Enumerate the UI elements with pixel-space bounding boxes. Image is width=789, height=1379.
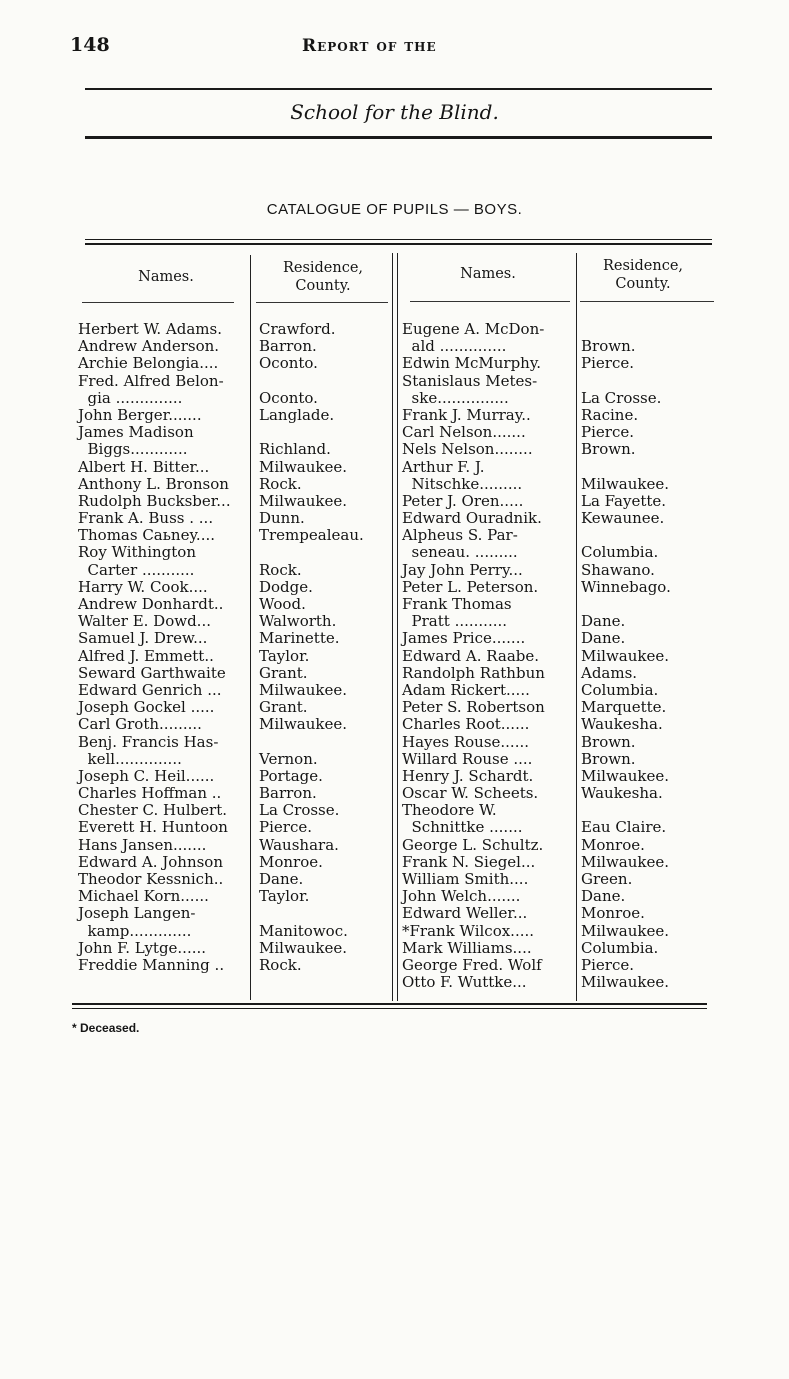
pupil-name: Otto F. Wuttke...: [402, 973, 527, 992]
pupil-name: gia ..............: [78, 388, 183, 407]
pupil-name: Adam Rickert.....: [402, 680, 530, 699]
pupil-name: Fred. Alfred Belon-: [78, 371, 224, 390]
pupil-residence: [581, 459, 671, 476]
pupil-residence: Dane.: [581, 612, 626, 631]
pupil-name: Edward A. Johnson: [78, 852, 223, 871]
pupil-name: Alfred J. Emmett..: [78, 646, 214, 665]
pupil-residence: La Crosse.: [581, 388, 662, 407]
pupil-residence: Manitowoc.: [259, 921, 348, 940]
header-residence-right: [578, 257, 708, 293]
pupil-residence: Columbia.: [581, 680, 659, 699]
pupil-name: Joseph Langen-: [78, 904, 196, 923]
header-underline: [410, 301, 570, 302]
pupil-residence: Barron.: [259, 784, 317, 803]
pupil-name: ske...............: [402, 388, 509, 407]
pupil-name: Willard Rouse ....: [402, 749, 533, 768]
pupil-residence: Waushara.: [259, 835, 339, 854]
pupil-name: Anthony L. Bronson: [78, 474, 229, 493]
column-divider-double: [392, 253, 393, 1001]
section-title: School for the Blind.: [290, 100, 499, 124]
pupil-residence: Brown.: [581, 749, 636, 768]
pupil-residence: Milwaukee.: [259, 491, 348, 510]
pupil-residence: Dane.: [581, 629, 626, 648]
pupil-name: Michael Korn......: [78, 887, 209, 906]
pupil-name: Hans Jansen.......: [78, 835, 207, 854]
pupil-residence: Oconto.: [259, 354, 318, 373]
pupil-name: Arthur F. J.: [402, 457, 485, 476]
table-bottom-rule: [72, 1008, 707, 1009]
pupil-residence: Green.: [581, 870, 633, 888]
pupil-name: Peter L. Peterson.: [402, 577, 539, 596]
pupil-name: Joseph Gockel .....: [78, 698, 215, 717]
header-residence-line1: Residence,: [282, 260, 364, 276]
pupil-residence: Racine.: [581, 405, 639, 424]
pupil-name: ald ..............: [402, 337, 507, 356]
pupil-name: Edward Ouradnik.: [402, 509, 542, 528]
pupil-residence: Rock.: [259, 474, 302, 493]
pupil-name: Peter S. Robertson: [402, 698, 545, 717]
header-underline: [580, 301, 714, 302]
pupil-name: Carl Nelson.......: [402, 423, 526, 442]
pupil-name: Pratt ...........: [402, 612, 508, 631]
left-residence-column: [259, 321, 364, 974]
pupil-residence: Walworth.: [259, 612, 337, 631]
pupil-name: Edward Genrich ...: [78, 680, 222, 699]
header-underline: [256, 302, 388, 303]
running-head: Report of the: [302, 36, 437, 56]
pupil-name: Roy Withington: [78, 543, 196, 562]
pupil-name: seneau. .........: [402, 543, 518, 562]
pupil-residence: Vernon.: [259, 749, 318, 768]
pupil-name: *Frank Wilcox.....: [402, 921, 535, 940]
pupil-name: Hayes Rouse......: [402, 732, 530, 751]
pupil-name: John Welch.......: [402, 887, 521, 906]
left-names-column: [78, 321, 231, 974]
pupil-name: Stanislaus Metes-: [402, 371, 538, 390]
pupil-name: John Berger.......: [78, 405, 202, 424]
header-names-left: Names.: [138, 269, 194, 285]
pupil-name: Theodor Kessnich..: [78, 870, 224, 888]
pupil-name: Herbert W. Adams.: [78, 320, 222, 338]
pupil-residence: Barron.: [259, 337, 317, 356]
pupil-name: Walter E. Dowd...: [78, 612, 211, 631]
pupil-name: Frank J. Murray..: [402, 405, 531, 424]
pupil-name: kell..............: [78, 749, 182, 768]
pupil-residence: Dane.: [581, 887, 626, 906]
footnote: * Deceased.: [72, 1021, 140, 1035]
pupil-name: Everett H. Huntoon: [78, 818, 228, 837]
pupil-name: Eugene A. McDon-: [402, 320, 545, 338]
pupil-name: Edward A. Raabe.: [402, 646, 540, 665]
pupil-residence: Milwaukee.: [259, 938, 348, 957]
pupil-name: Archie Belongia....: [78, 354, 219, 373]
pupil-name: Schnittke .......: [402, 818, 523, 837]
catalogue-title: CATALOGUE OF PUPILS — BOYS.: [266, 201, 523, 218]
header-names-right: Names.: [460, 266, 516, 282]
pupil-residence: Crawford.: [259, 320, 336, 338]
pupil-name: Rudolph Bucksber...: [78, 491, 231, 510]
pupil-residence: [259, 734, 364, 751]
pupil-residence: Adams.: [581, 663, 638, 682]
pupil-residence: Dane.: [259, 870, 304, 888]
pupil-name: Mark Williams....: [402, 938, 532, 957]
pupil-residence: Langlade.: [259, 405, 335, 424]
pupil-residence: Rock.: [259, 560, 302, 579]
pupil-residence: [581, 802, 671, 819]
pupil-name: Joseph C. Heil......: [78, 766, 215, 785]
pupil-residence: Brown.: [581, 337, 636, 356]
column-divider-double: [397, 253, 398, 1001]
pupil-name: Peter J. Oren.....: [402, 491, 524, 510]
pupil-residence: Portage.: [259, 766, 323, 785]
pupil-name: Chester C. Hulbert.: [78, 801, 228, 820]
pupil-residence: Pierce.: [581, 955, 634, 974]
pupil-name: Andrew Anderson.: [78, 337, 220, 356]
pupil-residence: Taylor.: [259, 646, 310, 665]
pupil-residence: Waukesha.: [581, 784, 663, 803]
pupil-residence: Dunn.: [259, 509, 305, 528]
pupil-name: Frank N. Siegel...: [402, 852, 536, 871]
pupil-residence: Pierce.: [259, 818, 312, 837]
pupil-residence: Grant.: [259, 663, 308, 682]
right-residence-column: [581, 321, 671, 991]
pupil-name: George Fred. Wolf: [402, 955, 542, 974]
pupil-name: Harry W. Cook....: [78, 577, 208, 596]
header-residence-line2: County.: [615, 276, 671, 292]
pupil-residence: Winnebago.: [581, 577, 671, 596]
pupil-residence: Rock.: [259, 955, 302, 974]
pupil-residence: Monroe.: [581, 904, 645, 923]
pupil-residence: [259, 373, 364, 390]
header-underline: [82, 302, 234, 303]
pupil-residence: Eau Claire.: [581, 818, 667, 837]
pupil-residence: Dodge.: [259, 577, 313, 596]
pupil-residence: Trempealeau.: [259, 526, 364, 545]
section-rule: [85, 136, 712, 139]
table-top-rule: [85, 239, 712, 240]
pupil-residence: Monroe.: [581, 835, 645, 854]
header-residence-line1: Residence,: [602, 258, 684, 274]
pupil-name: Seward Garthwaite: [78, 663, 226, 682]
pupil-residence: Milwaukee.: [581, 921, 670, 940]
pupil-name: Nels Nelson........: [402, 440, 533, 459]
pupil-residence: Columbia.: [581, 938, 659, 957]
pupil-name: Alpheus S. Par-: [402, 526, 518, 545]
pupil-name: Benj. Francis Has-: [78, 732, 219, 751]
pupil-residence: Wood.: [259, 595, 306, 613]
pupil-name: Albert H. Bitter...: [78, 457, 210, 476]
pupil-residence: Milwaukee.: [259, 715, 348, 734]
pupil-name: Randolph Rathbun: [402, 663, 545, 682]
pupil-name: James Madison: [78, 423, 194, 442]
pupil-name: George L. Schultz.: [402, 835, 544, 854]
pupil-name: Frank Thomas: [402, 595, 512, 613]
pupil-residence: Milwaukee.: [581, 766, 670, 785]
column-divider: [250, 255, 251, 1000]
pupil-residence: La Crosse.: [259, 801, 340, 820]
pupil-residence: Brown.: [581, 732, 636, 751]
pupil-residence: La Fayette.: [581, 491, 667, 510]
pupil-residence: Marquette.: [581, 698, 667, 717]
pupil-name: William Smith....: [402, 870, 529, 888]
pupil-name: kamp.............: [78, 921, 192, 940]
pupil-residence: Grant.: [259, 698, 308, 717]
pupil-name: John F. Lytge......: [78, 938, 207, 957]
pupil-name: Frank A. Buss . ...: [78, 509, 214, 528]
header-rule: [85, 88, 712, 90]
pupil-residence: Taylor.: [259, 887, 310, 906]
pupil-residence: Pierce.: [581, 423, 634, 442]
pupil-name: Oscar W. Scheets.: [402, 784, 539, 803]
pupil-residence: Waukesha.: [581, 715, 663, 734]
pupil-residence: Shawano.: [581, 560, 655, 579]
pupil-residence: Oconto.: [259, 388, 318, 407]
pupil-residence: Milwaukee.: [581, 646, 670, 665]
pupil-residence: [259, 544, 364, 561]
pupil-residence: [259, 905, 364, 922]
pupil-residence: Pierce.: [581, 354, 634, 373]
pupil-residence: Milwaukee.: [259, 457, 348, 476]
pupil-residence: [581, 596, 671, 613]
pupil-name: Jay John Perry...: [402, 560, 523, 579]
header-residence-line2: County.: [295, 278, 351, 294]
pupil-residence: Milwaukee.: [581, 474, 670, 493]
pupil-residence: Milwaukee.: [581, 852, 670, 871]
pupil-residence: Kewaunee.: [581, 509, 665, 528]
pupil-residence: Milwaukee.: [581, 973, 670, 992]
pupil-name: Freddie Manning ..: [78, 955, 225, 974]
pupil-residence: Milwaukee.: [259, 680, 348, 699]
pupil-name: Carter ...........: [78, 560, 195, 579]
pupil-residence: Richland.: [259, 440, 331, 459]
right-names-column: [402, 321, 545, 991]
pupil-residence: [259, 424, 364, 441]
pupil-name: Theodore W.: [402, 801, 497, 820]
pupil-name: Edwin McMurphy.: [402, 354, 542, 373]
pupil-name: James Price.......: [402, 629, 526, 648]
pupil-residence: Brown.: [581, 440, 636, 459]
pupil-residence: [581, 527, 671, 544]
pupil-residence: [581, 321, 671, 338]
pupil-name: Edward Weller...: [402, 904, 528, 923]
pupil-name: Carl Groth.........: [78, 715, 202, 734]
column-divider: [576, 253, 577, 1001]
pupil-name: Samuel J. Drew...: [78, 629, 208, 648]
pupil-name: Thomas Caьney....: [78, 526, 216, 545]
header-residence-left: [254, 259, 392, 295]
pupil-residence: Marinette.: [259, 629, 340, 648]
page-number: 148: [70, 34, 110, 56]
pupil-name: Charles Root......: [402, 715, 530, 734]
pupil-residence: Columbia.: [581, 543, 659, 562]
pupil-name: Henry J. Schardt.: [402, 766, 534, 785]
pupil-name: Nitschke.........: [402, 474, 523, 493]
pupil-name: Andrew Donhardt..: [78, 595, 224, 613]
table-top-rule-thick: [85, 243, 712, 245]
pupil-residence: Monroe.: [259, 852, 323, 871]
pupil-name: Biggs............: [78, 440, 188, 459]
pupil-name: Charles Hoffman ..: [78, 784, 222, 803]
pupil-residence: [581, 373, 671, 390]
table-bottom-rule-thick: [72, 1003, 707, 1005]
